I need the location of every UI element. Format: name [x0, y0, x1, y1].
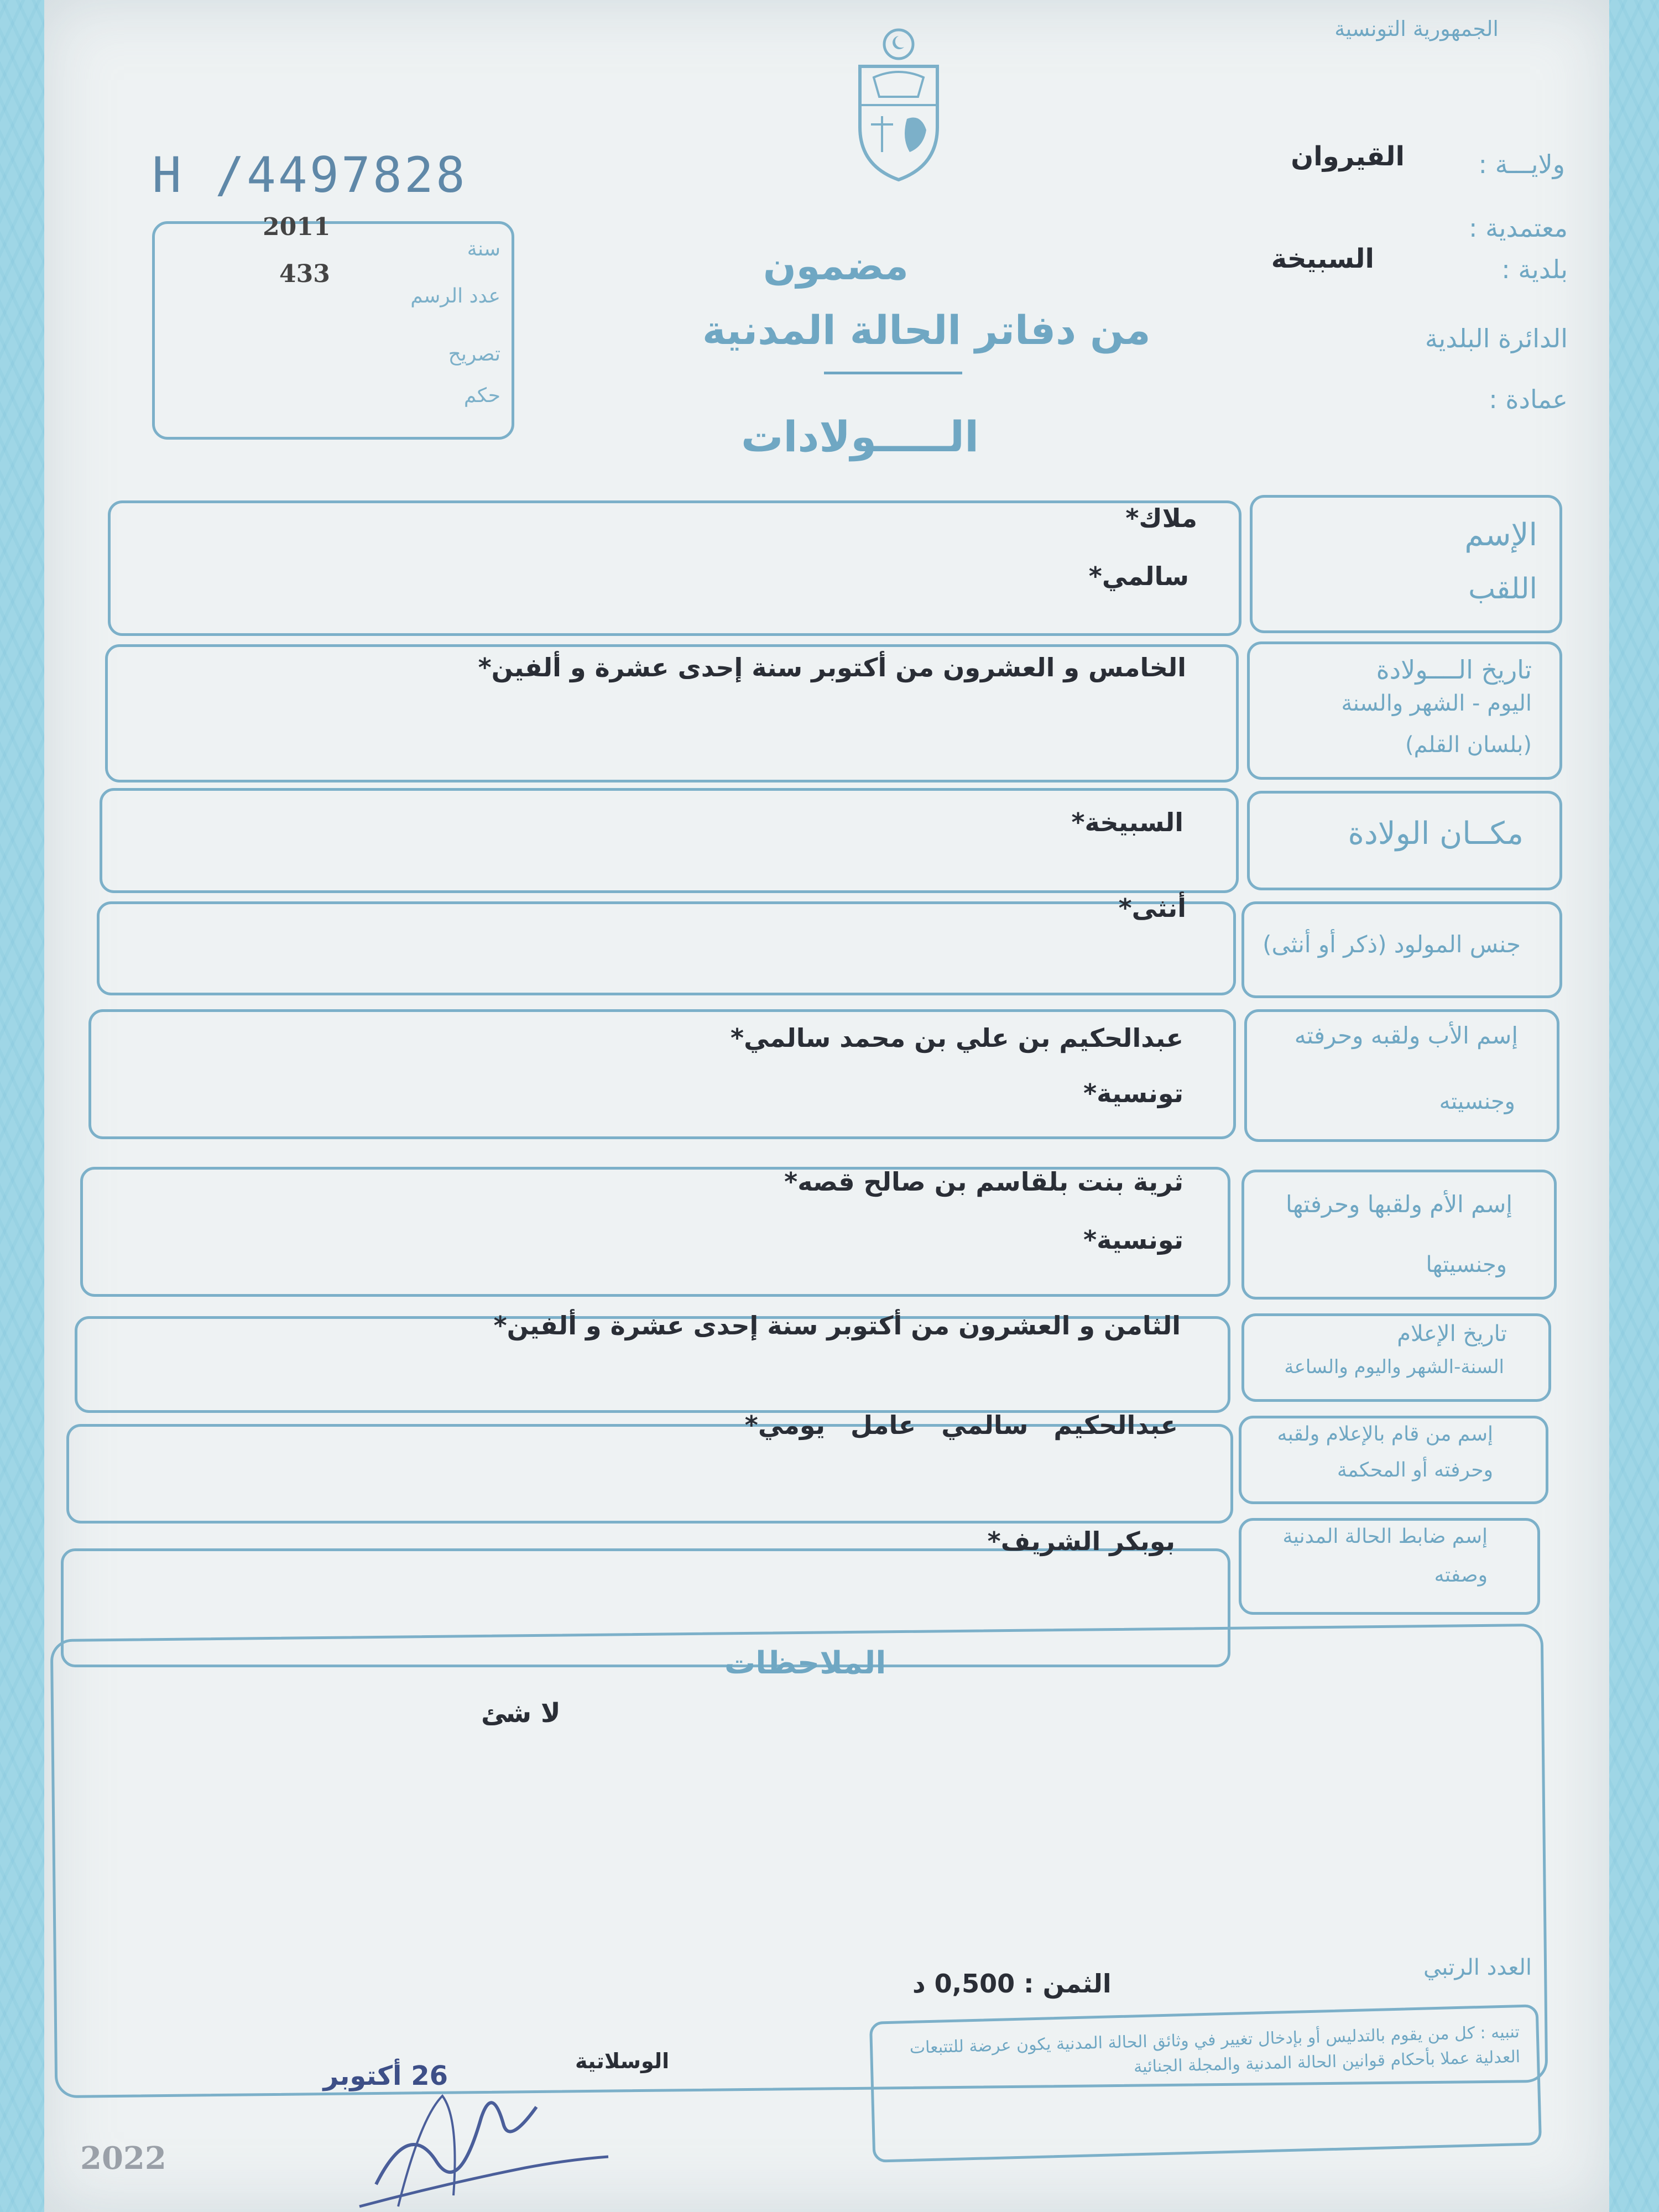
title-civil-registers: من دفاتر الحالة المدنية — [702, 307, 1151, 353]
birth-date-sublabel: اليوم - الشهر والسنة — [1341, 691, 1532, 716]
birth-date-in-words-label: (بلسان القلم) — [1405, 732, 1532, 758]
omada-label: عمادة : — [1489, 384, 1568, 414]
notes-value: لا شئ — [481, 1698, 561, 1729]
register-number-label: العدد الرتبي — [1423, 1955, 1532, 1980]
legal-warning: تنبيه : كل من يقوم بالتدليس أو بإدخال تغيير في وثائق الحالة المدنية يكون عرضة للتتبعات العدلية عملا بأحكام قوانين الحالة المدنية والمجلة الجنائية — [869, 2004, 1542, 2163]
wilaya-label: ولايـــة : — [1478, 149, 1565, 179]
baladiya-value: السبيخة — [1271, 243, 1374, 274]
sex-label: جنس المولود (ذكر أو أنثى) — [1262, 931, 1521, 958]
document-serial-number: H /4497828 — [152, 147, 467, 204]
registry-judgment-label: حكم — [463, 384, 500, 407]
first-name-label: الإسم — [1464, 517, 1537, 553]
first-name-value: ملاك* — [1125, 503, 1197, 533]
surname-label: اللقب — [1468, 572, 1537, 606]
daira-label: الدائرة البلدية — [1425, 324, 1568, 353]
republic-heading: الجمهورية التونسية — [1334, 17, 1499, 41]
registry-year-value: 2011 — [263, 213, 331, 241]
declaration-date-label: تاريخ الإعلام — [1397, 1321, 1507, 1347]
title-births: الـــــولادات — [741, 412, 979, 461]
title-madmoun: مضمون — [763, 243, 909, 289]
registry-box — [152, 213, 514, 440]
registry-declaration-label: تصريح — [448, 343, 500, 366]
stamp-label: الوسلاتية — [575, 2049, 670, 2073]
declarant-value: عبدالحكيم سالمي عامل يومي* — [744, 1410, 1178, 1440]
baladiya-label: بلدية : — [1501, 254, 1568, 284]
declarant-label: إسم من قام بالإعلام ولقبه — [1277, 1423, 1493, 1446]
tunisia-coat-of-arms-icon — [843, 22, 954, 188]
registry-number-label: عدد الرسم — [410, 285, 500, 307]
declarant-sublabel: وحرفته أو المحكمة — [1337, 1459, 1493, 1481]
birth-date-value: الخامس و العشرون من أكتوبر سنة إحدى عشرة و ألفين* — [478, 653, 1186, 682]
mother-label: إسم الأم ولقبها وحرفتها — [1286, 1191, 1512, 1218]
stamp-date: 26 أكتوبر — [323, 2060, 448, 2091]
father-nationality-label: وجنسيته — [1439, 1089, 1515, 1114]
registry-number-value: 433 — [279, 260, 330, 288]
birth-place-value-box — [100, 788, 1239, 893]
price: الثمن : 0,500 د — [912, 1969, 1112, 1999]
birth-place-value: السبيخة* — [1071, 807, 1183, 837]
father-nationality-value: تونسية* — [1083, 1078, 1183, 1108]
mother-nationality-value: تونسية* — [1083, 1225, 1183, 1255]
motamadiya-label: معتمدية : — [1468, 213, 1568, 243]
birth-place-label: مكــان الولادة — [1348, 816, 1524, 852]
stamp-year: 2022 — [80, 2140, 166, 2177]
mother-nationality-label: وجنسيتها — [1426, 1252, 1507, 1277]
wilaya-value: القيروان — [1291, 141, 1405, 172]
sex-value: أنثى* — [1118, 893, 1186, 923]
declaration-date-value: الثامن و العشرون من أكتوبر سنة إحدى عشرة و ألفين* — [493, 1311, 1181, 1340]
sex-value-box — [97, 901, 1236, 995]
registry-year-label: سنة — [467, 238, 500, 260]
officer-value: بوبكر الشريف* — [987, 1526, 1175, 1556]
officer-label: إسم ضابط الحالة المدنية — [1282, 1525, 1488, 1548]
father-name-value: عبدالحكيم بن علي بن محمد سالمي* — [731, 1023, 1183, 1053]
officer-sublabel: وصفته — [1434, 1564, 1488, 1587]
mother-name-value: ثرية بنت بلقاسم بن صالح قصه* — [784, 1167, 1183, 1197]
title-underline — [824, 372, 962, 374]
surname-value: سالمي* — [1088, 561, 1189, 591]
father-label: إسم الأب ولقبه وحرفته — [1294, 1022, 1518, 1049]
name-value-box — [108, 500, 1241, 636]
declaration-date-sublabel: السنة-الشهر واليوم والساعة — [1284, 1356, 1504, 1378]
notes-title: الملاحظات — [724, 1645, 886, 1681]
birth-date-label: تاريخ الــــولادة — [1376, 655, 1532, 685]
